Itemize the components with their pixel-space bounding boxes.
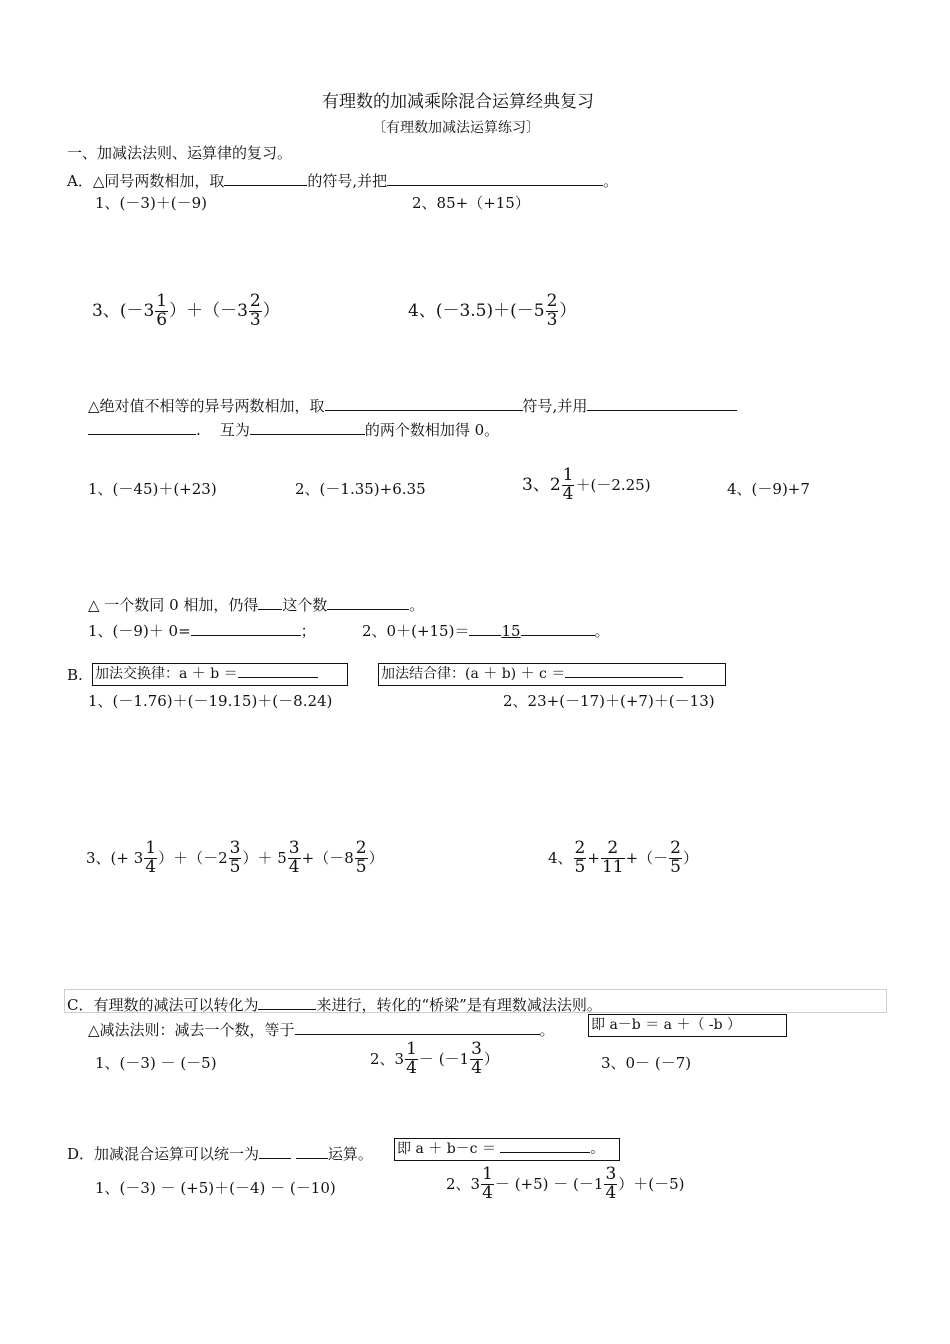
blank: [295, 1020, 540, 1035]
exercise-z1: [88, 621, 316, 639]
denominator: 5: [574, 856, 586, 877]
rule-text: 。: [409, 596, 425, 614]
text: 3、(－3: [92, 300, 155, 321]
exercise-d1: 1、(－3) － (+5)＋(－4) － (－10): [95, 1179, 336, 1197]
text: ）＋ 5: [242, 848, 287, 867]
blank: [469, 621, 501, 636]
exercise-a4: [408, 293, 576, 330]
text: 即 a ＋ b－c ＝: [397, 1141, 496, 1157]
text: ）: [483, 1049, 499, 1068]
numerator: 1: [482, 1164, 493, 1184]
rule-opposite-sign: [88, 396, 737, 414]
text: － (－1: [418, 1049, 470, 1068]
numerator: 3: [471, 1039, 482, 1059]
fraction: [669, 840, 682, 877]
blank: [327, 595, 409, 610]
fraction: [481, 1166, 494, 1203]
denominator: 3: [249, 309, 261, 330]
numerator: 3: [605, 1164, 617, 1184]
page-title: 有理数的加减乘除混合运算经典复习: [322, 92, 594, 112]
commutative-law-box: [92, 663, 348, 686]
blank: [224, 171, 307, 186]
rule-text: 。: [603, 172, 619, 190]
rule-text: 来进行，转化的“桥梁”是有理数减法法则。: [316, 996, 602, 1014]
rule-text: D．加减混合运算可以统一为: [67, 1145, 260, 1163]
associative-law-box: [378, 663, 726, 686]
exercise-a2: 2、85+（+15）: [412, 194, 530, 212]
rule-mixed: [67, 1144, 373, 1162]
blank: [238, 665, 318, 678]
exercise-u3: [522, 467, 651, 504]
blank: [191, 621, 301, 636]
text: 2、0＋(+15)＝: [362, 622, 470, 640]
text: 2、3: [446, 1174, 481, 1193]
text: 2、3: [370, 1049, 405, 1068]
text: 4、(－3.5)＋(－5: [408, 300, 545, 321]
rule-text: C．有理数的减法可以转化为: [67, 996, 259, 1014]
text: +（－: [625, 848, 669, 867]
numerator: 3: [288, 838, 300, 858]
numerator: 2: [249, 291, 261, 311]
subtraction-formula-box: 即 a－b ＝ a ＋（ -b ）: [588, 1014, 787, 1037]
exercise-u2: 2、(－1.35)+6.35: [295, 480, 426, 498]
text: +（－8: [301, 848, 354, 867]
fraction: [144, 840, 157, 877]
text: 4、: [548, 848, 573, 867]
fraction: [574, 840, 587, 877]
exercise-b1: 1、(－1.76)＋(－19.15)＋(－8.24): [88, 692, 333, 710]
fraction: [562, 467, 575, 504]
exercise-b4: [548, 840, 698, 877]
rule-opposite-line2: [88, 420, 499, 438]
exercise-c1: 1、(－3) － (－5): [95, 1054, 217, 1072]
denominator: 4: [145, 856, 157, 877]
denominator: 6: [156, 309, 168, 330]
text: 3、(+ 3: [86, 848, 144, 867]
blank: [259, 1144, 291, 1159]
exercise-a3: [92, 293, 280, 330]
text: 1、(－9)＋ 0=: [88, 622, 191, 640]
denominator: 11: [601, 856, 624, 877]
numerator: 1: [156, 291, 168, 311]
fraction: [288, 840, 301, 877]
denominator: 4: [605, 1182, 617, 1203]
blank: [587, 396, 737, 411]
denominator: 3: [546, 309, 558, 330]
exercise-a1: 1、(－3)＋(－9): [95, 194, 208, 212]
text: 加法交换律：a ＋ b ＝: [95, 666, 238, 682]
page-subtitle: 〔有理数加减法运算练习〕: [372, 120, 540, 136]
blank: [258, 995, 316, 1010]
denominator: 5: [355, 856, 367, 877]
text: ＋(－2.25): [575, 475, 651, 494]
rule-text: 运算。: [327, 1145, 373, 1163]
exercise-d2: [446, 1166, 685, 1203]
denominator: 5: [229, 856, 241, 877]
rule-text: 这个数: [282, 596, 328, 614]
fraction: [405, 1041, 418, 1078]
fraction: [546, 293, 559, 330]
rule-subtraction-intro: [67, 995, 602, 1013]
denominator: 5: [670, 856, 681, 877]
text: ）: [559, 300, 577, 321]
exercise-c3: 3、0－ (－7): [601, 1054, 692, 1072]
rule-text: △减法法则：减去一个数，等于: [88, 1021, 295, 1039]
text: － (+5) － (－1: [494, 1174, 604, 1193]
numerator: 2: [670, 838, 681, 858]
rule-subtraction: [88, 1020, 555, 1038]
fraction: [355, 840, 368, 877]
denominator: 4: [288, 856, 300, 877]
rule-same-sign: [67, 171, 618, 189]
text: ）: [368, 848, 384, 867]
blank: [500, 1140, 590, 1153]
numerator: 2: [355, 838, 367, 858]
answer: 15: [501, 622, 521, 640]
exercise-u1: 1、(－45)＋(+23): [88, 480, 217, 498]
text: ；: [300, 622, 316, 640]
numerator: 3: [229, 838, 241, 858]
exercise-c2: [370, 1041, 499, 1078]
rule-text: 符号,并用: [522, 397, 588, 415]
exercise-z2: [362, 621, 610, 639]
text: 3、2: [522, 474, 561, 495]
fraction: [601, 840, 625, 877]
rule-text: △ 一个数同 0 相加，仍得: [88, 596, 259, 614]
section-heading: 一、加减法法则、运算律的复习。: [67, 144, 293, 162]
exercise-b3: [86, 840, 384, 877]
fraction: [470, 1041, 483, 1078]
denominator: 4: [471, 1057, 482, 1078]
text: ）＋（－3: [169, 300, 248, 321]
exercise-u4: 4、(－9)+7: [727, 480, 810, 498]
rule-text: 的两个数相加得 0。: [364, 421, 500, 439]
text: ）: [683, 848, 699, 867]
blank: [521, 621, 595, 636]
text: ）: [262, 300, 280, 321]
fraction: [229, 840, 242, 877]
text: ）＋(－5): [618, 1174, 685, 1193]
rule-text: A．△同号两数相加，取: [67, 172, 225, 190]
numerator: 1: [562, 465, 574, 485]
rule-text: 。: [539, 1021, 555, 1039]
rule-text: .: [196, 421, 201, 439]
blank: [258, 595, 282, 610]
blank: [325, 396, 523, 411]
text: 。: [590, 1141, 605, 1157]
fraction: [249, 293, 262, 330]
rule-text: 互为: [219, 421, 250, 439]
section-b-label: B.: [67, 666, 83, 684]
fraction: [604, 1166, 617, 1203]
fraction: [155, 293, 168, 330]
exercise-b2: 2、23+(－17)＋(+7)＋(－13): [503, 692, 715, 710]
numerator: 2: [574, 838, 586, 858]
rule-text: 的符号,并把: [307, 172, 388, 190]
blank: [250, 420, 365, 435]
blank: [88, 420, 196, 435]
blank: [296, 1144, 328, 1159]
numerator: 2: [546, 291, 558, 311]
rule-text: △绝对值不相等的异号两数相加，取: [88, 397, 325, 415]
text: 。: [594, 622, 610, 640]
denominator: 4: [562, 483, 574, 504]
rule-add-zero: [88, 595, 424, 613]
mixed-formula-box: [394, 1138, 620, 1161]
text: 加法结合律：(a ＋ b) ＋ c ＝: [381, 666, 566, 682]
numerator: 1: [406, 1039, 417, 1059]
blank: [387, 171, 603, 186]
denominator: 4: [482, 1182, 493, 1203]
numerator: 2: [607, 838, 619, 858]
denominator: 4: [406, 1057, 417, 1078]
blank: [565, 665, 683, 678]
text: +: [587, 848, 600, 867]
numerator: 1: [145, 838, 157, 858]
text: ）＋（－2: [158, 848, 228, 867]
